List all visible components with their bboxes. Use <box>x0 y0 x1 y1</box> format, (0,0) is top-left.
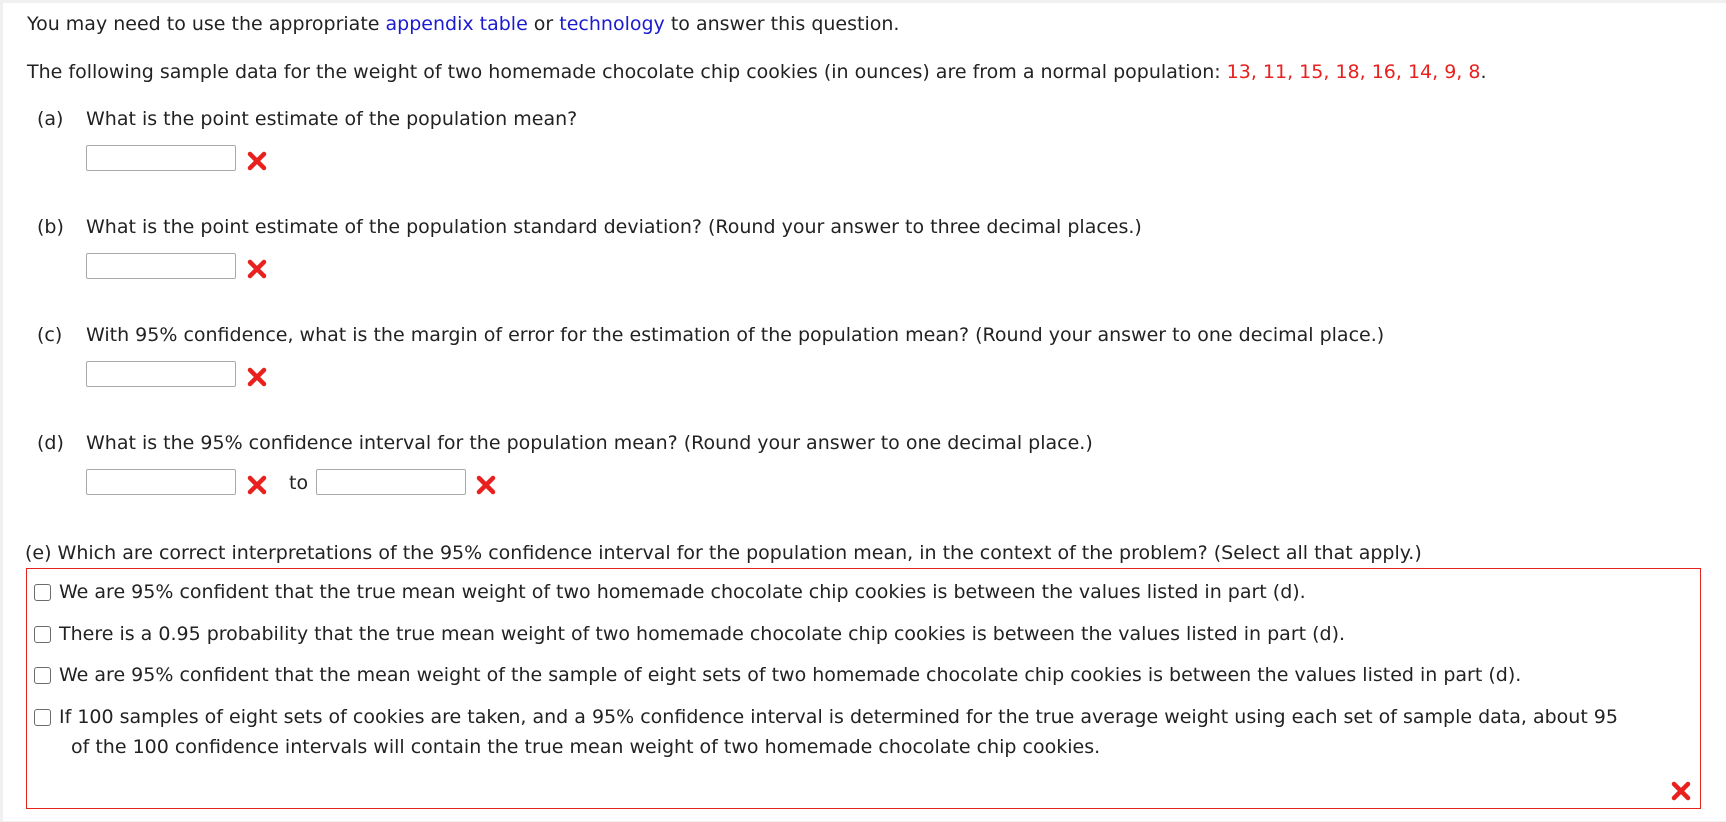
intro-text: You may need to use the appropriate appendix table or technology to answer this question. <box>27 13 900 35</box>
answer-d-lower-input[interactable] <box>86 469 236 495</box>
question-b-text: What is the point estimate of the population standard deviation? (Round your answer to three decimal places.) <box>86 216 1142 238</box>
question-a-text: What is the point estimate of the population mean? <box>86 108 578 130</box>
incorrect-x-icon <box>245 257 269 281</box>
question-c-label: (c) <box>37 324 63 346</box>
answer-d-upper-input[interactable] <box>316 469 466 495</box>
question-c-text: With 95% confidence, what is the margin of error for the estimation of the population mean? (Round your answer to one decimal place.) <box>86 324 1385 346</box>
incorrect-x-icon <box>245 365 269 389</box>
answer-a-input[interactable] <box>86 145 236 171</box>
question-e-title: (e) Which are correct interpretations of the 95% confidence interval for the population mean, in the context of the problem? (Select all that apply.) <box>25 542 1422 564</box>
incorrect-x-icon <box>245 473 269 497</box>
question-a-label: (a) <box>37 108 64 130</box>
appendix-table-link[interactable]: appendix table <box>385 13 528 35</box>
option-4-text: If 100 samples of eight sets of cookies are taken, and a 95% confidence interval is determined for the true average weight using each set of sample data, about 95 <box>59 706 1618 728</box>
technology-link[interactable]: technology <box>559 13 665 35</box>
answer-b-input[interactable] <box>86 253 236 279</box>
option-2-checkbox[interactable] <box>34 626 51 643</box>
question-b-label: (b) <box>37 216 64 238</box>
option-1-text: We are 95% confident that the true mean weight of two homemade chocolate chip cookies is between the values listed in part (d). <box>59 581 1306 603</box>
option-2-text: There is a 0.95 probability that the true mean weight of two homemade chocolate chip cookies is between the values listed in part (d). <box>59 623 1346 645</box>
problem-statement: The following sample data for the weight of two homemade chocolate chip cookies (in ounces) are from a normal population: 13, 11, 15, 18, 16, 14, 9, 8. <box>27 61 1487 83</box>
option-4-text-continued: of the 100 confidence intervals will contain the true mean weight of two homemade chocolate chip cookies. <box>71 736 1101 758</box>
incorrect-x-icon <box>474 473 498 497</box>
sample-data: 13, 11, 15, 18, 16, 14, 9, 8 <box>1226 61 1481 83</box>
answer-c-input[interactable] <box>86 361 236 387</box>
interval-to-label: to <box>289 472 309 494</box>
question-d-text: What is the 95% confidence interval for the population mean? (Round your answer to one decimal place.) <box>86 432 1093 454</box>
question-d-label: (d) <box>37 432 64 454</box>
option-4-checkbox[interactable] <box>34 709 51 726</box>
question-e-options-box <box>26 568 1701 809</box>
option-3-checkbox[interactable] <box>34 667 51 684</box>
incorrect-x-icon <box>1669 779 1693 803</box>
option-3-text: We are 95% confident that the mean weight of the sample of eight sets of two homemade chocolate chip cookies is between the values listed in part (d). <box>59 664 1522 686</box>
incorrect-x-icon <box>245 149 269 173</box>
option-1-checkbox[interactable] <box>34 584 51 601</box>
